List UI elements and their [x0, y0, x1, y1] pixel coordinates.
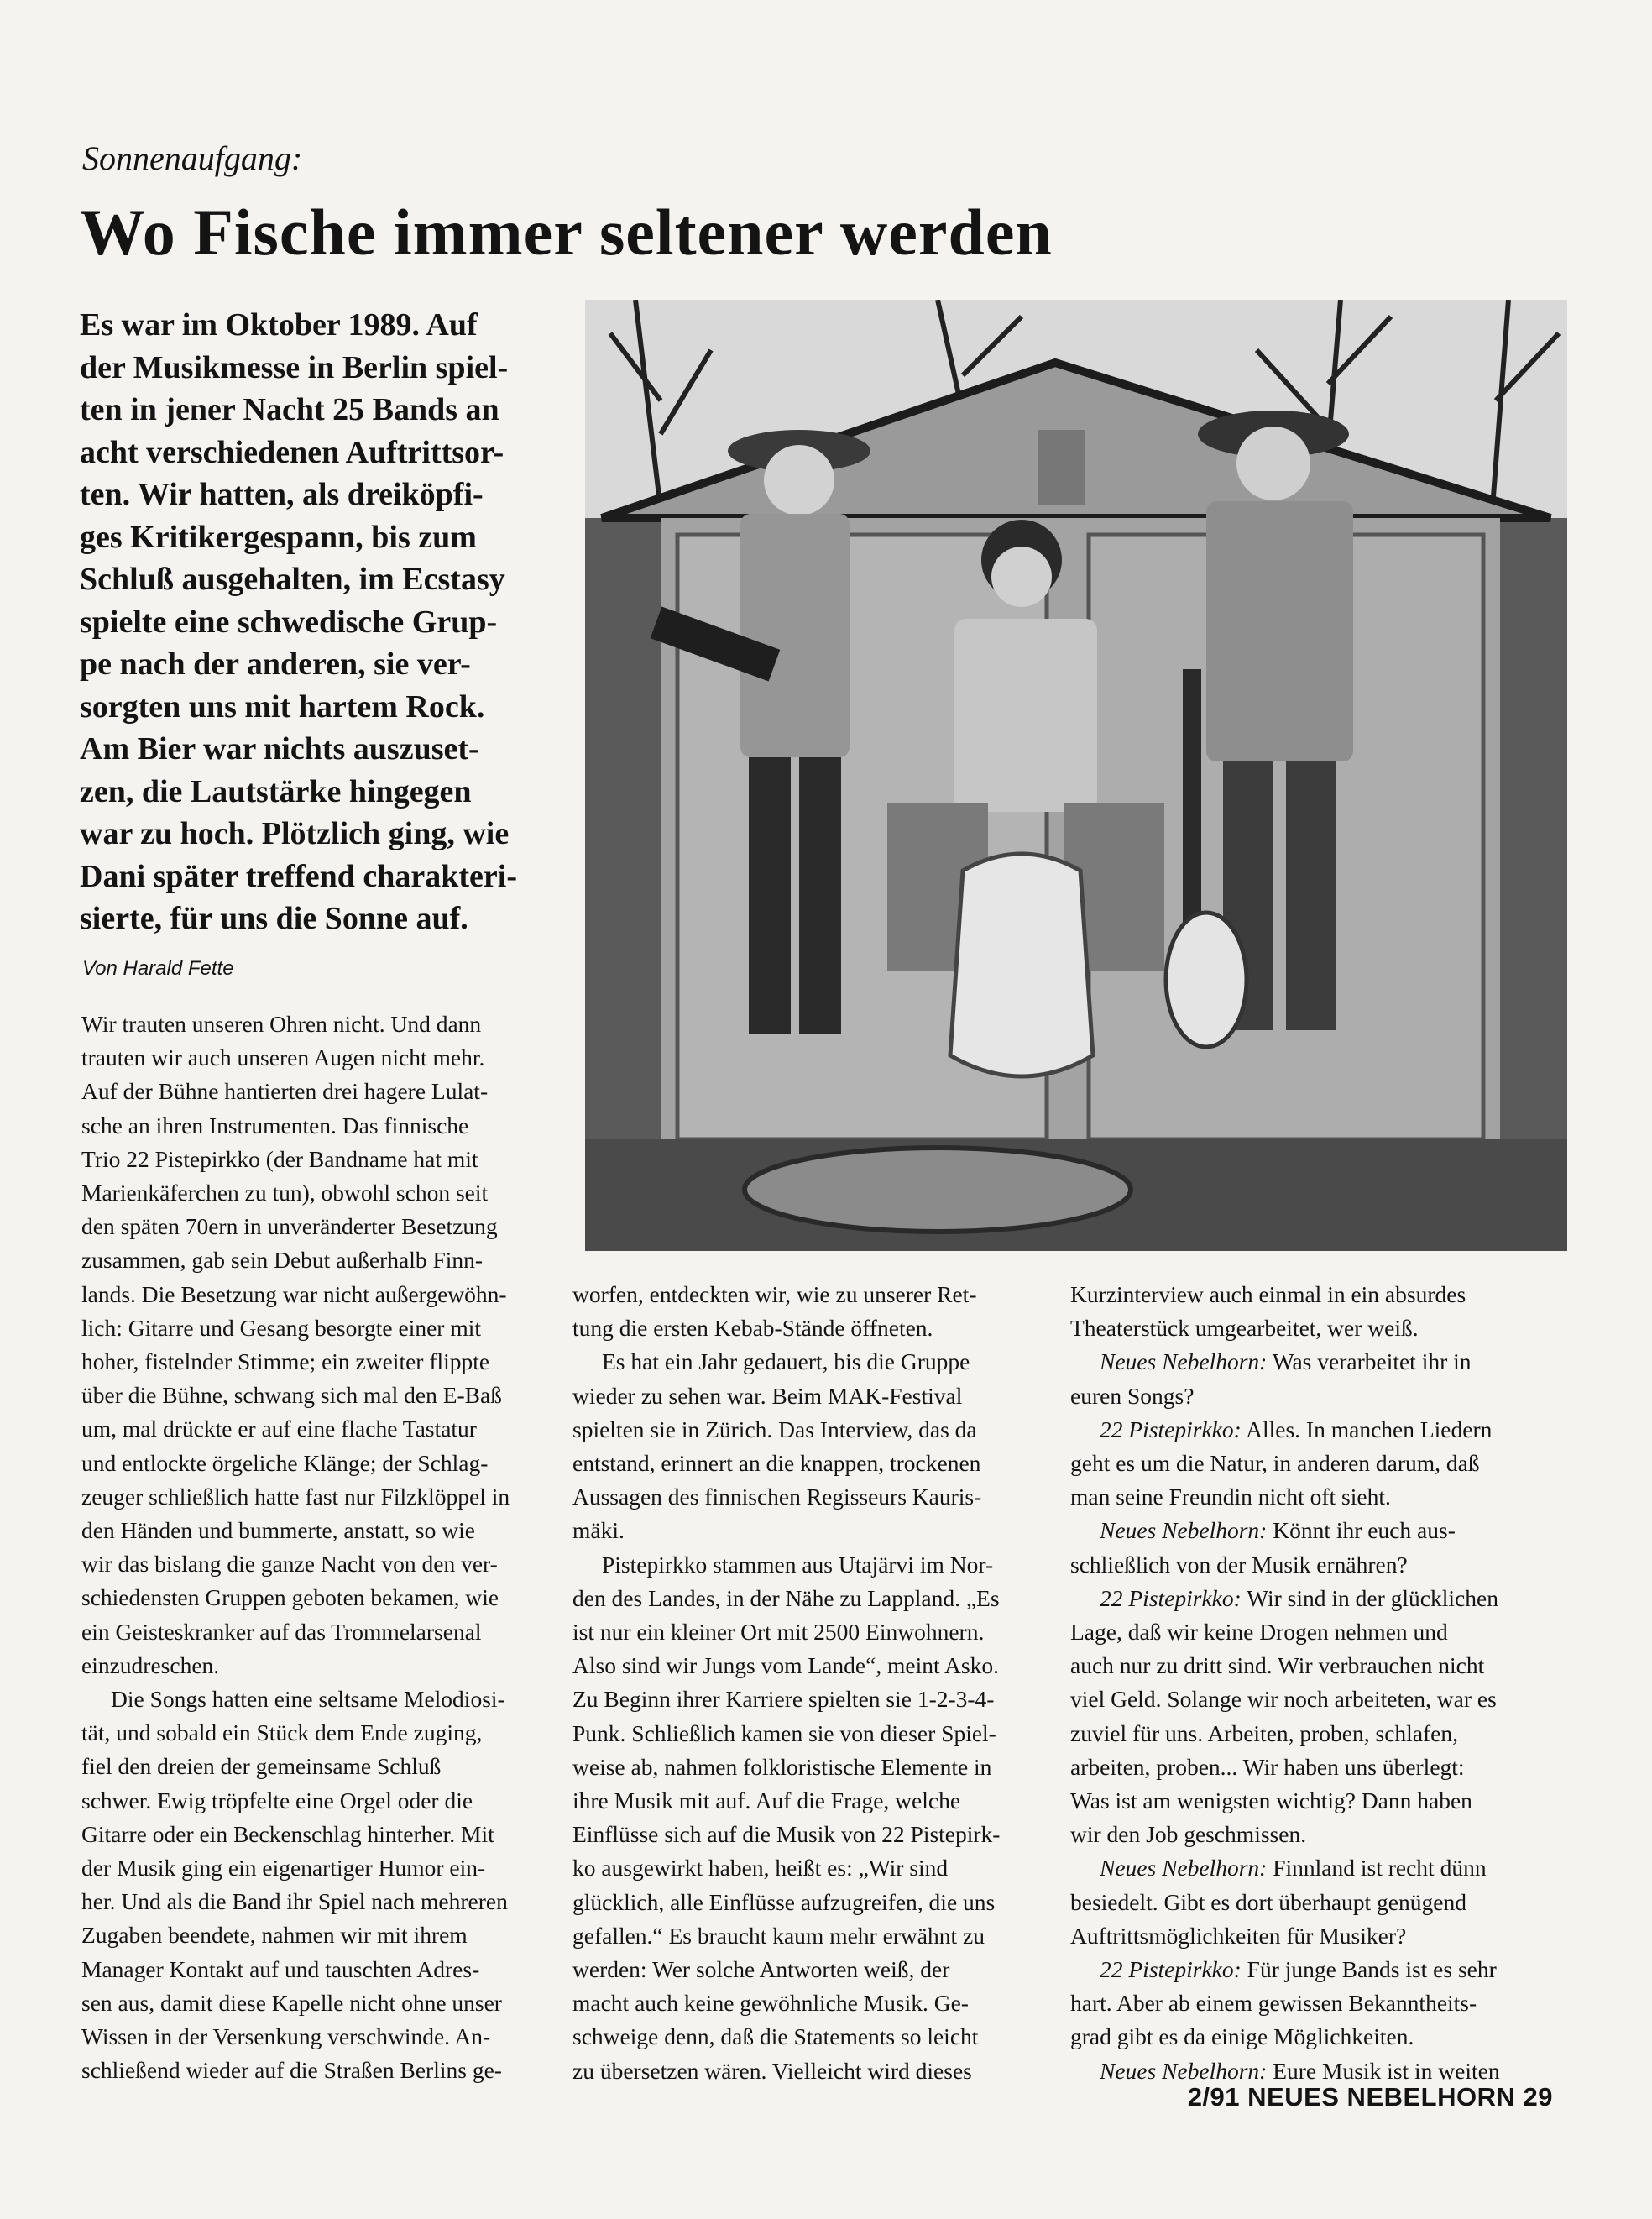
question-text: Eure Musik ist in weiten [1267, 2057, 1500, 2084]
text-column-1 [81, 1007, 547, 2088]
paragraph: Wir trauten unseren Ohren nicht. Und dann trauten wir auch unseren Augen nicht mehr. Auf der Bühne hantierten drei hagere Lulat- sche an ihren Instrumenten. Das finnische Trio 22 Pistepirkko (der Bandname hat mit Marienkäferchen zu tun), obwohl schon seit den späten 70ern in unveränderter Besetzung zusammen, gab sein Debut außerhalb Finn- lands. Die Besetzung war nicht außergewöhn- lich: Gitarre und Gesang besorgte einer mit hoher, fistelnder Stimme; ein zweiter flippte über die Bühne, schwang sich mal den E-Baß um, mal drückte er auf eine flache Tastatur und entlockte örgeliche Klänge; der Schlag- zeuger schließlich hatte fast nur Filzklöppel in den Händen und bummerte, anstatt, so wie wir das bislang die ganze Nacht von den ver- schiedensten Gruppen geboten bekamen, wie ein Geisteskranker auf das Trommelarsenal einzudreschen. [81, 1011, 510, 1678]
interview-question [1070, 1851, 1553, 1953]
article-kicker: Sonnenaufgang: [82, 139, 303, 177]
interview-answer [1070, 1953, 1553, 2054]
interview-answer [1070, 1413, 1553, 1515]
speaker-label: 22 Pistepirkko: [1100, 1956, 1242, 1983]
question-text: Was verarbeitet ihr in euren Songs? [1070, 1348, 1472, 1409]
band-photo-illustration [585, 300, 1567, 1251]
speaker-label: Neues Nebelhorn: [1100, 1855, 1268, 1881]
paragraph: Es hat ein Jahr gedauert, bis die Gruppe wieder zu sehen war. Beim MAK-Festival spielten sie in Zürich. Das Interview, das da entstand, erinnert an die knappen, trockenen Aussagen des finnischen Regisseurs Kauris- mäki. [572, 1348, 982, 1544]
speaker-label: Neues Nebelhorn: [1100, 2057, 1268, 2084]
answer-text: Wir sind in der glücklichen Lage, daß wir keine Drogen nehmen und auch nur zu dritt sind. Wir verbrauchen nicht viel Geld. Solange wir noch arbeiteten, war es zuviel für uns. Arbeiten, proben, schlafen, arbeiten, proben... Wir haben uns überlegt: Was ist am wenigsten wichtig? Dann haben wir den Job geschmissen. [1070, 1584, 1498, 1848]
text-column-2 [572, 1278, 1051, 2088]
speaker-label: Neues Nebelhorn: [1100, 1348, 1268, 1375]
answer-text: Alles. In manchen Liedern geht es um die Natur, in anderen darum, daß man seine Freundin nicht oft sieht. [1070, 1416, 1493, 1510]
answer-text: Für junge Bands ist es sehr hart. Aber ab einem gewissen Bekanntheits- grad gibt es da einige Möglichkeiten. [1070, 1956, 1497, 2050]
page-footer: 2/91 NEUES NEBELHORN 29 [1187, 2082, 1553, 2112]
author-byline: Von Harald Fette [82, 957, 234, 980]
paragraph: worfen, entdeckten wir, wie zu unserer Ret- tung die ersten Kebab-Stände öffneten. [572, 1281, 977, 1342]
band-photo [585, 300, 1567, 1251]
article-lead: Es war im Oktober 1989. Auf der Musikmesse in Berlin spiel- ten in jener Nacht 25 Bands an acht verschiedenen Auftrittsor- ten. Wir hatten, als dreiköpfi- ges Kritikergespann, bis zum Schluß ausgehalten, im Ecstasy spielte eine schwedische Grup- pe nach der anderen, sie ver- sorgten uns mit hartem Rock. Am Bier war nichts auszuset- zen, die Lautstärke hingegen war zu hoch. Plötzlich ging, wie Dani später treffend charakteri- sierte, für uns die Sonne auf. [80, 307, 517, 936]
paragraph: Die Songs hatten eine seltsame Melodiosi- tät, und sobald ein Stück dem Ende zuging, fiel den dreien der gemeinsame Schluß schwer. Ewig tröpfelte eine Orgel oder die Gitarre oder ein Beckenschlag hinterher. Mit der Musik ging ein eigenartiger Humor ein- her. Und als die Band ihr Spiel nach mehreren Zugaben beendete, nahmen wir mit ihrem Manager Kontakt auf und tauschten Adres- sen aus, damit diese Kapelle nicht ohne unser Wissen in der Versenkung verschwinde. An- schließend wieder auf die Straßen Berlins ge- [81, 1686, 508, 2084]
question-text: Finnland ist recht dünn besiedelt. Gibt es dort überhaupt genügend Auftrittsmöglichkeiten für Musiker? [1070, 1855, 1487, 1949]
speaker-label: 22 Pistepirkko: [1100, 1584, 1242, 1611]
speaker-label: Neues Nebelhorn: [1100, 1517, 1268, 1544]
paragraph: Kurzinterview auch einmal in ein absurdes Theaterstück umgearbeitet, wer weiß. [1070, 1281, 1466, 1342]
interview-question [1070, 1345, 1553, 1412]
paragraph: Pistepirkko stammen aus Utajärvi im Nor- den des Landes, in der Nähe zu Lappland. „Es ist nur ein kleiner Ort mit 2500 Einwohnern. Also sind wir Jungs vom Lande“, meint Asko. Zu Beginn ihrer Karriere spielten sie 1-2-3-4- Punk. Schließlich kamen sie von dieser Spiel- weise ab, nahmen folkloristische Elemente in ihre Musik mit auf. Auf die Frage, welche Einflüsse sich auf die Musik von 22 Pistepirk- ko ausgewirkt haben, heißt es: „Wir sind glücklich, alle Einflüsse aufzugreifen, die uns gefallen.“ Es braucht kaum mehr erwähnt zu werden: Wer solche Antworten weiß, der macht auch keine gewöhnliche Musik. Ge- schweige denn, daß die Statements so leicht zu übersetzen wären. Vielleicht wird dieses [572, 1551, 1001, 2084]
article-headline: Wo Fische immer seltener werden [80, 196, 1053, 269]
speaker-label: 22 Pistepirkko: [1100, 1416, 1242, 1442]
interview-question [1070, 1514, 1553, 1581]
text-column-3 [1070, 1278, 1553, 2088]
question-text: Könnt ihr euch aus- schließlich von der Musik ernähren? [1070, 1517, 1456, 1578]
interview-answer [1070, 1582, 1553, 1852]
